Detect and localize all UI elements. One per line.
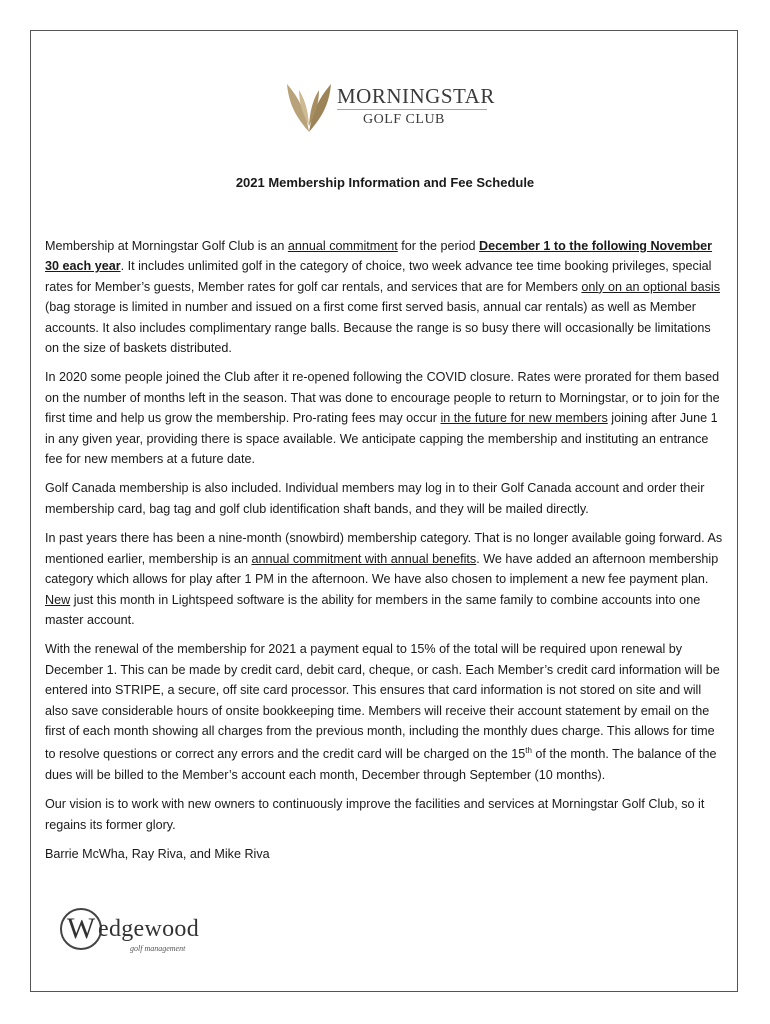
document-body <box>45 236 727 874</box>
wedgewood-logo <box>48 900 213 966</box>
paragraph-covid-proration: In 2020 some people joined the Club after it re-opened following the COVID closure. Rates were prorated for them based on the number of months left in the season. That was done to encourage people to return to Morningstar, or to join for the first time and help us grow the membership. Pro-rating fees may occur in the future for new members joining after June 1 in any given year, providing there is space available. We anticipate capping the membership and instituting an entrance fee for new members at a future date. <box>45 370 720 467</box>
wedgewood-name: edgewood <box>98 916 200 942</box>
wheat-leaf-icon <box>285 78 333 134</box>
signature-line: Barrie McWha, Ray Riva, and Mike Riva <box>45 847 270 862</box>
paragraph-categories: In past years there has been a nine-month (snowbird) membership category. That is no longer available going forward. As mentioned earlier, membership is an annual commitment with annual benefits. We have added an afternoon membership category which allows for play after 1 PM in the afternoon. We have also chosen to implement a new fee payment plan. New just this month in Lightspeed software is the ability for members in the same family to combine accounts into one master account. <box>45 531 723 627</box>
morningstar-logo <box>285 78 495 136</box>
logo-name: MORNINGSTAR <box>337 84 495 108</box>
document-title: 2021 Membership Information and Fee Schedule <box>235 175 535 190</box>
paragraph-vision: Our vision is to work with new owners to continuously improve the facilities and services at Morningstar Golf Club, so it regains its former glory. <box>45 797 705 832</box>
paragraph-golf-canada: Golf Canada membership is also included. Individual members may log in to their Golf Canada account and order their membership card, bag tag and golf club identification shaft bands, and they will be mailed directly. <box>45 481 705 516</box>
wedgewood-tagline: golf management <box>130 944 186 953</box>
wedgewood-monogram: W <box>60 908 102 950</box>
paragraph-payment: With the renewal of the membership for 2021 a payment equal to 15% of the total will be required upon renewal by December 1. This can be made by credit card, debit card, cheque, or cash. Each Member’s credit card information will be entered into STRIPE, a secure, off site card processor. This ensures that card information is not stored on site and will also save considerable hours of onsite bookkeeping time. Members will receive their account statement by email on the first of each month showing all charges from the previous month, including the monthly dues charge. This allows for time to resolve questions or correct any errors and the credit card will be charged on the 15th of the month. The balance of the dues will be billed to the Member’s account each month, December through September (10 months). <box>45 642 720 782</box>
logo-subtitle: GOLF CLUB <box>363 112 445 127</box>
logo-divider <box>337 109 487 110</box>
paragraph-membership: Membership at Morningstar Golf Club is an annual commitment for the period December 1 to the following November 30 each year. It includes unlimited golf in the category of choice, two week advance tee time booking privileges, special rates for Member’s guests, Member rates for golf car rentals, and services that are for Members only on an optional basis (bag storage is limited in number and issued on a first come first served basis, annual car rentals) as well as Member accounts. It also includes complimentary range balls. Because the range is so busy there will occasionally be limitations on the size of baskets distributed. <box>45 239 721 356</box>
